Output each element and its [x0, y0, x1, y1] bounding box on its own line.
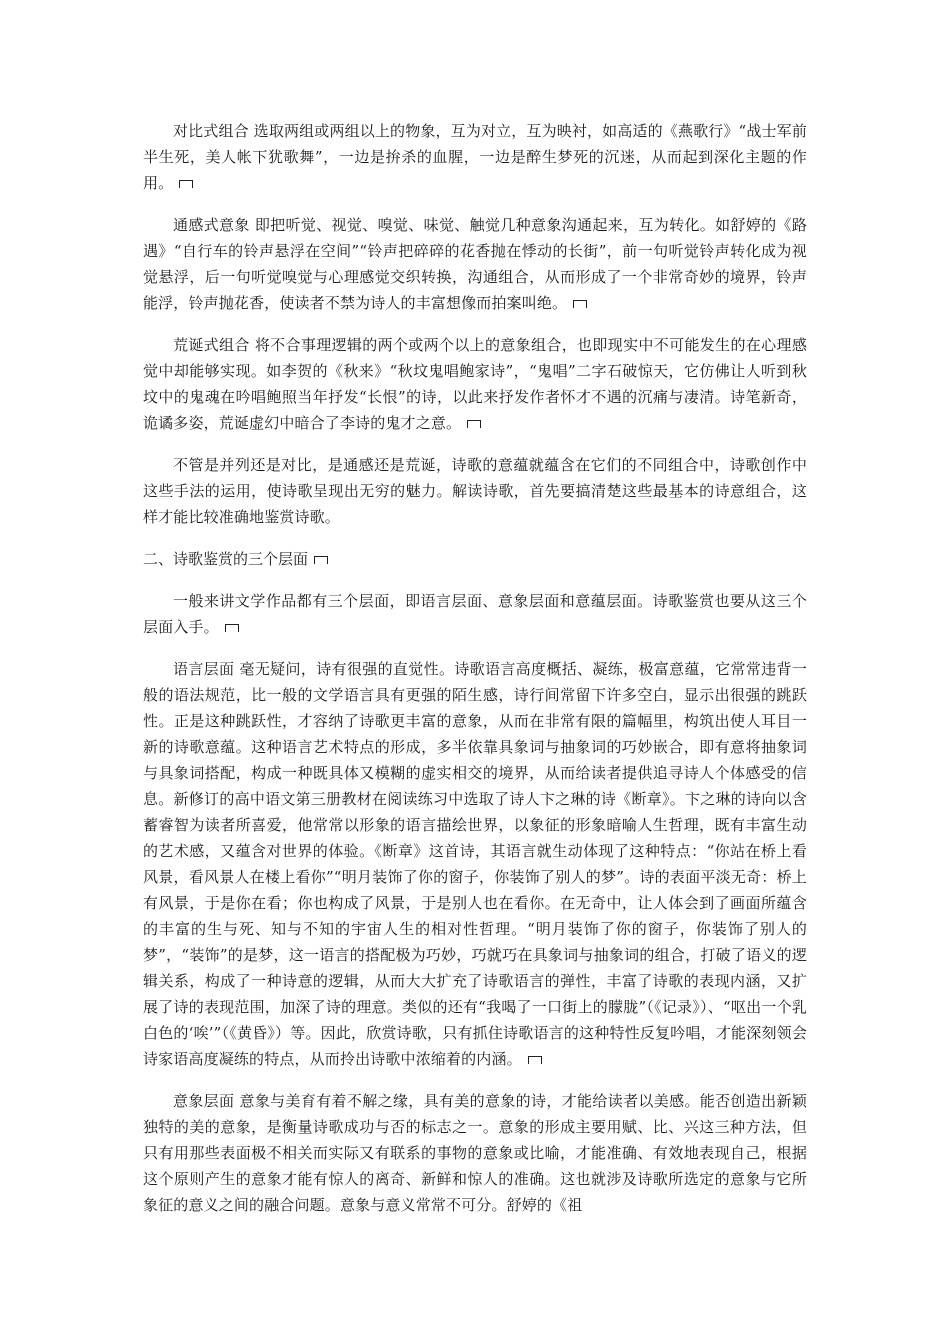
paragraph-mark-icon — [225, 624, 239, 632]
paragraph-imagery-level — [143, 1088, 807, 1218]
paragraph-mark-icon — [314, 556, 328, 564]
paragraph-text: 荒诞式组合 将不合事理逻辑的两个或两个以上的意象组合，也即现实中不可能发生的在心理感觉中却能够实现。如李贺的《秋来》“秋坟鬼唱鲍家诗”，“鬼唱”二字石破惊天，它仿佛让人听到秋坟中的鬼魂在吟唱鲍照当年抒发“长恨”的诗，以此来抒发作者怀才不遇的沉痛与凄清。诗笔新奇，诡谲多姿，荒诞虚幻中暗合了李诗的鬼才之意。 — [143, 336, 807, 432]
paragraph-absurd-combination — [143, 332, 807, 436]
paragraph-language-level — [143, 656, 807, 1072]
paragraph-synesthesia-imagery — [143, 212, 807, 316]
paragraph-text: 意象层面 意象与美育有着不解之缘，具有美的意象的诗，才能给读者以美感。能否创造出新颖独特的美的意象，是衡量诗歌成功与否的标志之一。意象的形成主要用赋、比、兴这三种方法，但只有用那些表面极不相关而实际又有联系的事物的意象或比喻，才能准确、有效地表现自己，根据这个原则产生的意象才能有惊人的离奇、新鲜和惊人的准确。这也就涉及诗歌所选定的意象与它所象征的意义之间的融合问题。意象与意义常常不可分。舒婷的《祖 — [143, 1092, 807, 1214]
paragraph-mark-icon — [179, 180, 193, 188]
paragraph-three-levels-intro — [143, 588, 807, 640]
paragraph-text: 对比式组合 选取两组或两组以上的物象，互为对立，互为映衬，如高适的《燕歌行》“战士军前半生死，美人帐下犹歌舞”，一边是拚杀的血腥，一边是醉生梦死的沉迷，从而起到深化主题的作用。 — [143, 122, 807, 192]
paragraph-mark-icon — [528, 1056, 542, 1064]
paragraph-text: 语言层面 毫无疑问，诗有很强的直觉性。诗歌语言高度概括、凝练，极富意蕴，它常常违背一般的语法规范，比一般的文学语言具有更强的陌生感，诗行间常留下许多空白，显示出很强的跳跃性。正是这种跳跃性，才容纳了诗歌更丰富的意象，从而在非常有限的篇幅里，构筑出使人耳目一新的诗歌意蕴。这种语言艺术特点的形成，多半依靠具象词与抽象词的巧妙嵌合，即有意将抽象词与具象词搭配，构成一种既具体又模糊的虚实相交的境界，从而给读者提供追寻诗人个体感受的信息。新修订的高中语文第三册教材在阅读练习中选取了诗人卞之琳的诗《断章》。卞之琳的诗向以含蓄睿智为读者所喜爱，他常常以形象的语言描绘世界，以象征的形象暗喻人生哲理，既有丰富生动的艺术感，又蕴含对世界的体验。《断章》这首诗，其语言就生动体现了这种特点：“你站在桥上看风景，看风景人在楼上看你”“明月装饰了你的窗子，你装饰了别人的梦”。诗的表面平淡无奇：桥上有风景，于是你在看；你也构成了风景，于是别人也在看你。在无奇中，让人体会到了画面所蕴含的丰富的生与死、知与不知的宇宙人生的相对性哲理。“明月装饰了你的窗子，你装饰了别人的梦”，“装饰”的是梦，这一语言的搭配极为巧妙，巧就巧在具象词与抽象词的组合，打破了语义的逻辑关系，构成了一种诗意的逻辑，从而大大扩充了诗歌语言的弹性，丰富了诗歌的表现内涵，又扩展了诗的表现范围，加深了诗的理意。类似的还有“我喝了一口街上的朦胧”（《记录》）、“呕出一个乳白色的‘唉’”（《黄昏》）等。因此，欣赏诗歌，只有抓住诗歌语言的这种特性反复吟唱，才能深刻领会诗家语高度凝练的特点，从而拎出诗歌中浓缩着的内涵。 — [143, 660, 807, 1068]
paragraph-mark-icon — [467, 420, 481, 428]
document-body — [143, 118, 807, 1234]
paragraph-text: 不管是并列还是对比，是通感还是荒诞，诗歌的意蕴就蕴含在它们的不同组合中，诗歌创作中这些手法的运用，使诗歌呈现出无穷的魅力。解读诗歌，首先要搞清楚这些最基本的诗意组合，这样才能比较准确地鉴赏诗歌。 — [143, 456, 807, 526]
paragraph-text: 通感式意象 即把听觉、视觉、嗅觉、味觉、触觉几种意象沟通起来，互为转化。如舒婷的《路遇》“自行车的铃声悬浮在空间”“铃声把碎碎的花香抛在悸动的长街”，前一句听觉铃声转化成为视觉悬浮，后一句听觉嗅觉与心理感觉交织转换，沟通组合，从而形成了一个非常奇妙的境界，铃声能浮，铃声抛花香，使读者不禁为诗人的丰富想像而拍案叫绝。 — [143, 216, 807, 312]
section-heading — [143, 546, 807, 572]
paragraph-summary — [143, 452, 807, 530]
heading-text: 二、诗歌鉴赏的三个层面 — [143, 550, 309, 568]
paragraph-contrast-combination — [143, 118, 807, 196]
paragraph-mark-icon — [573, 300, 587, 308]
paragraph-text: 一般来讲文学作品都有三个层面，即语言层面、意象层面和意蕴层面。诗歌鉴赏也要从这三个层面入手。 — [143, 592, 807, 636]
